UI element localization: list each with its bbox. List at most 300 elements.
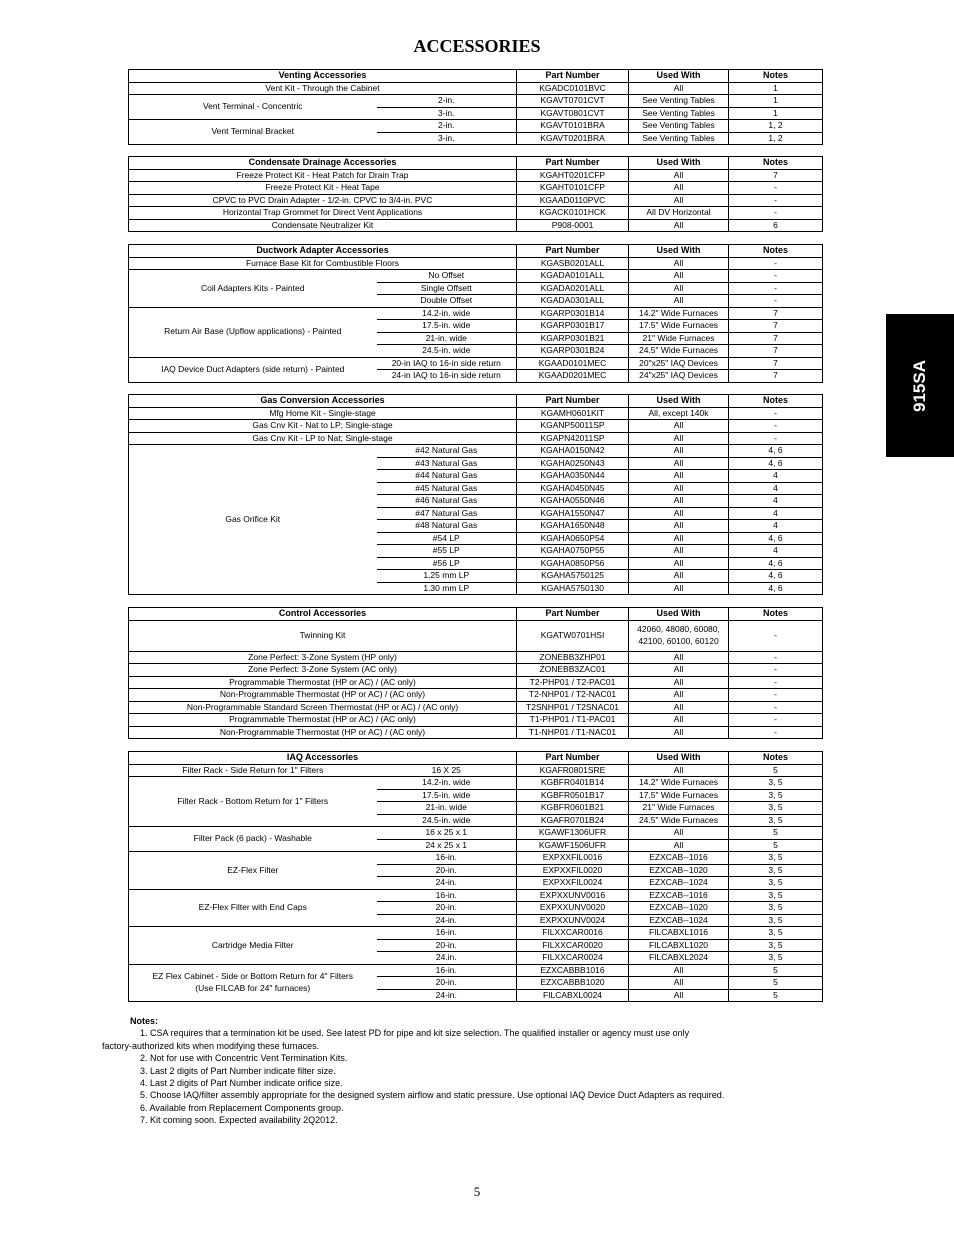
item-desc: Zone Perfect: 3-Zone System (AC only) [129, 664, 517, 677]
item-desc: Mfg Home Kit - Single-stage [129, 407, 517, 420]
used-with: All [629, 557, 729, 570]
notes-ref: 3, 5 [729, 802, 823, 815]
used-with: 21" Wide Furnaces [629, 332, 729, 345]
item-variant: 14.2-in. wide [377, 777, 517, 790]
page-title: ACCESSORIES [413, 36, 541, 56]
part-number: EZXCABBB1016 [517, 964, 629, 977]
part-number: KGAHT0201CFP [517, 169, 629, 182]
note-item: 5. Choose IAQ/filter assembly appropriate for the designed system airflow and static pressure. Use optional IAQ Device Duct Adapters as required. [140, 1090, 725, 1101]
item-desc: Freeze Protect Kit - Heat Tape [129, 182, 517, 195]
notes-ref: 3, 5 [729, 939, 823, 952]
table-row [129, 689, 823, 702]
used-with: EZXCAB--1016 [629, 889, 729, 902]
used-with: FILCABXL2024 [629, 952, 729, 965]
item-variant: 21-in. wide [377, 802, 517, 815]
notes-ref: 4, 6 [729, 582, 823, 595]
col-header-used: Used With [629, 245, 729, 258]
notes-ref: 3, 5 [729, 864, 823, 877]
used-with: See Venting Tables [629, 107, 729, 120]
item-desc: Vent Terminal - Concentric [129, 95, 377, 120]
part-number: KGANP50011SP [517, 420, 629, 433]
table-row [129, 207, 823, 220]
used-with: All [629, 457, 729, 470]
item-desc: Horizontal Trap Grommet for Direct Vent Applications [129, 207, 517, 220]
item-variant: #42 Natural Gas [377, 445, 517, 458]
col-header-notes: Notes [729, 157, 823, 170]
part-number: KGATW0701HSI [517, 620, 629, 651]
part-number: KGAHA0650P54 [517, 532, 629, 545]
used-with: EZXCAB--1024 [629, 914, 729, 927]
part-number: KGAAD0201MEC [517, 370, 629, 383]
part-number: KGACK0101HCK [517, 207, 629, 220]
table-header-row [129, 70, 823, 83]
used-with: All [629, 964, 729, 977]
part-number: EXPXXFIL0024 [517, 877, 629, 890]
col-header-notes: Notes [729, 70, 823, 83]
notes-ref: - [729, 207, 823, 220]
notes-ref: 6 [729, 219, 823, 232]
notes-ref: 7 [729, 169, 823, 182]
item-variant: 16-in. [377, 927, 517, 940]
part-number: KGAHA1650N48 [517, 520, 629, 533]
table-header-row [129, 157, 823, 170]
item-variant: Single Offsett [377, 282, 517, 295]
used-with: See Venting Tables [629, 132, 729, 145]
table-row [129, 827, 823, 840]
notes-ref: - [729, 407, 823, 420]
condensate-table [128, 156, 823, 232]
item-desc: Cartridge Media Filter [129, 927, 377, 965]
part-number: EXPXXFIL0016 [517, 852, 629, 865]
item-variant: #46 Natural Gas [377, 495, 517, 508]
part-number: KGAVT0701CVT [517, 95, 629, 108]
item-desc: Vent Terminal Bracket [129, 120, 377, 145]
item-variant: #55 LP [377, 545, 517, 558]
table-row [129, 651, 823, 664]
item-variant: #56 LP [377, 557, 517, 570]
part-number: KGAFR0701B24 [517, 814, 629, 827]
notes-ref: 1 [729, 95, 823, 108]
used-with: All [629, 827, 729, 840]
item-desc: Programmable Thermostat (HP or AC) / (AC only) [129, 676, 517, 689]
table-row [129, 307, 823, 320]
iaq-table [128, 751, 823, 1002]
notes-ref: 5 [729, 764, 823, 777]
item-desc: Filter Pack (6 pack) - Washable [129, 827, 377, 852]
notes-ref: - [729, 676, 823, 689]
notes-ref: - [729, 194, 823, 207]
item-variant: #43 Natural Gas [377, 457, 517, 470]
used-with: All [629, 714, 729, 727]
item-variant: 2-in. [377, 95, 517, 108]
item-desc [129, 964, 377, 1002]
item-desc: Gas Orifice Kit [129, 445, 377, 595]
notes-heading: Notes: [130, 1016, 159, 1026]
notes-ref: 5 [729, 827, 823, 840]
notes-ref: 5 [729, 839, 823, 852]
notes-ref: - [729, 726, 823, 739]
item-variant: #44 Natural Gas [377, 470, 517, 483]
notes-ref: 3, 5 [729, 814, 823, 827]
item-variant: 3-in. [377, 132, 517, 145]
item-variant: 16-in. [377, 852, 517, 865]
notes-ref: 4 [729, 495, 823, 508]
note-item: 2. Not for use with Concentric Vent Termination Kits. [140, 1053, 348, 1064]
used-with: All [629, 482, 729, 495]
notes-ref: 3, 5 [729, 927, 823, 940]
used-with: All [629, 664, 729, 677]
notes-ref: 3, 5 [729, 789, 823, 802]
part-number: KGAMH0601KIT [517, 407, 629, 420]
item-desc: Non-Programmable Thermostat (HP or AC) / (AC only) [129, 726, 517, 739]
table-row [129, 219, 823, 232]
item-desc: Return Air Base (Upflow applications) - Painted [129, 307, 377, 357]
part-number: T1-NHP01 / T1-NAC01 [517, 726, 629, 739]
used-with: 21" Wide Furnaces [629, 802, 729, 815]
notes-ref: 3, 5 [729, 777, 823, 790]
side-tab [886, 314, 954, 457]
side-tab-label: 915SA [910, 359, 929, 412]
item-desc: Coil Adapters Kits - Painted [129, 270, 377, 308]
part-number: KGBFR0401B14 [517, 777, 629, 790]
part-number: KGAAD0110PVC [517, 194, 629, 207]
table-row [129, 764, 823, 777]
used-with: 24.5" Wide Furnaces [629, 814, 729, 827]
used-with: All [629, 194, 729, 207]
used-with: 14.2" Wide Furnaces [629, 307, 729, 320]
used-with: All [629, 257, 729, 270]
used-with: All [629, 282, 729, 295]
used-with: All, except 140k [629, 407, 729, 420]
table-row [129, 620, 823, 651]
ductwork-table [128, 244, 823, 383]
item-variant: 24.in. [377, 952, 517, 965]
used-with: EZXCAB--1020 [629, 902, 729, 915]
notes-ref: 4, 6 [729, 457, 823, 470]
table-row [129, 194, 823, 207]
used-with: EZXCAB--1020 [629, 864, 729, 877]
item-variant: 24-in. [377, 877, 517, 890]
notes-ref: 3, 5 [729, 952, 823, 965]
table-row [129, 95, 823, 108]
table-row [129, 182, 823, 195]
item-variant: 24-in. [377, 914, 517, 927]
page-number: 5 [473, 1184, 481, 1199]
notes-ref: 4 [729, 507, 823, 520]
item-variant: #45 Natural Gas [377, 482, 517, 495]
item-variant: 24-in IAQ to 16-in side return [377, 370, 517, 383]
item-desc: IAQ Device Duct Adapters (side return) - Painted [129, 357, 377, 382]
used-with: 20"x25" IAQ Devices [629, 357, 729, 370]
used-with: FILCABXL1016 [629, 927, 729, 940]
notes-ref: 1 [729, 82, 823, 95]
item-variant: 1.30 mm LP [377, 582, 517, 595]
notes-ref: 4 [729, 545, 823, 558]
item-desc: Filter Rack - Bottom Return for 1" Filters [129, 777, 377, 827]
table-row [129, 714, 823, 727]
part-number: KGBFR0501B17 [517, 789, 629, 802]
used-with-line: 42100, 60100, 60120 [638, 635, 719, 646]
table-row [129, 964, 823, 977]
item-variant: 24-in. [377, 989, 517, 1002]
notes-ref: - [729, 432, 823, 445]
used-with: All [629, 520, 729, 533]
item-desc: Freeze Protect Kit - Heat Patch for Drain Trap [129, 169, 517, 182]
used-with: 24.5" Wide Furnaces [629, 345, 729, 358]
venting-table [128, 69, 823, 145]
item-variant: 16-in. [377, 964, 517, 977]
notes-ref: 4 [729, 520, 823, 533]
notes-ref: 5 [729, 977, 823, 990]
notes-ref: 3, 5 [729, 852, 823, 865]
notes-section [102, 1015, 830, 1127]
item-desc: Vent Kit - Through the Cabinet [129, 82, 517, 95]
part-number: KGAVT0101BRA [517, 120, 629, 133]
notes-ref: 5 [729, 989, 823, 1002]
item-variant: 20-in. [377, 902, 517, 915]
col-header-notes: Notes [729, 245, 823, 258]
item-desc: Gas Cnv Kit - Nat to LP; Single-stage [129, 420, 517, 433]
note-item: 4. Last 2 digits of Part Number indicate orifice size. [140, 1078, 343, 1089]
item-desc: CPVC to PVC Drain Adapter - 1/2-in. CPVC to 3/4-in. PVC [129, 194, 517, 207]
part-number: KGAHA1550N47 [517, 507, 629, 520]
item-desc-line: EZ Flex Cabinet - Side or Bottom Return for 4" Filters [152, 971, 353, 982]
part-number: T2-NHP01 / T2-NAC01 [517, 689, 629, 702]
part-number: EXPXXFIL0020 [517, 864, 629, 877]
item-variant: 24.5-in. wide [377, 345, 517, 358]
notes-ref: 1, 2 [729, 132, 823, 145]
table-row [129, 889, 823, 902]
notes-ref: 4, 6 [729, 532, 823, 545]
notes-ref: 3, 5 [729, 914, 823, 927]
notes-ref: 1 [729, 107, 823, 120]
notes-ref: 1, 2 [729, 120, 823, 133]
part-number: T1-PHP01 / T1-PAC01 [517, 714, 629, 727]
used-with: All [629, 651, 729, 664]
item-variant: #47 Natural Gas [377, 507, 517, 520]
part-number: KGAHA5750125 [517, 570, 629, 583]
used-with: All [629, 295, 729, 308]
col-header-used: Used With [629, 157, 729, 170]
section-title: Ductwork Adapter Accessories [129, 245, 517, 258]
item-variant: 16 X 25 [377, 764, 517, 777]
part-number: KGADA0201ALL [517, 282, 629, 295]
part-number: ZONEBB3ZHP01 [517, 651, 629, 664]
used-with: All [629, 169, 729, 182]
part-number: KGARP0301B17 [517, 320, 629, 333]
item-variant: #54 LP [377, 532, 517, 545]
part-number: KGAPN42011SP [517, 432, 629, 445]
notes-ref: - [729, 689, 823, 702]
item-desc: Gas Cnv Kit - LP to Nat; Single-stage [129, 432, 517, 445]
col-header-notes: Notes [729, 395, 823, 408]
notes-ref: - [729, 282, 823, 295]
table-row [129, 432, 823, 445]
col-header-part: Part Number [517, 157, 629, 170]
used-with: All [629, 532, 729, 545]
notes-ref: 4 [729, 470, 823, 483]
note-item: factory-authorized kits when modifying these furnaces. [102, 1040, 320, 1051]
notes-ref: 7 [729, 307, 823, 320]
notes-ref: - [729, 420, 823, 433]
part-number: KGARP0301B21 [517, 332, 629, 345]
table-row [129, 664, 823, 677]
used-with: 17.5" Wide Furnaces [629, 789, 729, 802]
item-variant: 21-in. wide [377, 332, 517, 345]
item-desc: EZ-Flex Filter [129, 852, 377, 890]
table-row [129, 777, 823, 790]
part-number: ZONEBB3ZAC01 [517, 664, 629, 677]
notes-ref: 3, 5 [729, 902, 823, 915]
used-with: See Venting Tables [629, 95, 729, 108]
notes-ref: - [729, 270, 823, 283]
part-number: FILXXCAR0024 [517, 952, 629, 965]
section-title: Gas Conversion Accessories [129, 395, 517, 408]
part-number: KGARP0301B14 [517, 307, 629, 320]
table-row [129, 407, 823, 420]
part-number: KGAHA0750P55 [517, 545, 629, 558]
item-variant: 2-in. [377, 120, 517, 133]
notes-ref: 4, 6 [729, 445, 823, 458]
part-number: FILCABXL0024 [517, 989, 629, 1002]
used-with: 14.2" Wide Furnaces [629, 777, 729, 790]
item-desc: Non-Programmable Standard Screen Thermostat (HP or AC) / (AC only) [129, 701, 517, 714]
table-row [129, 420, 823, 433]
part-number: KGAHA0150N42 [517, 445, 629, 458]
notes-ref: 4, 6 [729, 570, 823, 583]
item-desc-line: (Use FILCAB for 24" furnaces) [195, 982, 311, 993]
part-number: KGAWF1306UFR [517, 827, 629, 840]
notes-ref: - [729, 664, 823, 677]
item-desc: Non-Programmable Thermostat (HP or AC) / (AC only) [129, 689, 517, 702]
col-header-part: Part Number [517, 70, 629, 83]
col-header-notes: Notes [729, 608, 823, 621]
notes-ref: - [729, 257, 823, 270]
part-number: KGADA0101ALL [517, 270, 629, 283]
used-with-line: 42060, 48080, 60080, [637, 624, 720, 634]
item-variant: #48 Natural Gas [377, 520, 517, 533]
item-desc: Condensate Neutralizer Kit [129, 219, 517, 232]
note-item: 3. Last 2 digits of Part Number indicate filter size. [140, 1065, 336, 1076]
used-with: All [629, 570, 729, 583]
part-number: T2-PHP01 / T2-PAC01 [517, 676, 629, 689]
col-header-used: Used With [629, 70, 729, 83]
part-number: KGADC0101BVC [517, 82, 629, 95]
item-variant: 16-in. [377, 889, 517, 902]
used-with: All [629, 495, 729, 508]
col-header-part: Part Number [517, 608, 629, 621]
part-number: EXPXXUNV0016 [517, 889, 629, 902]
used-with: EZXCAB--1024 [629, 877, 729, 890]
col-header-part: Part Number [517, 245, 629, 258]
part-number: KGADA0301ALL [517, 295, 629, 308]
used-with: All [629, 270, 729, 283]
note-item: 7. Kit coming soon. Expected availability 2Q2012. [140, 1115, 338, 1126]
item-desc: EZ-Flex Filter with End Caps [129, 889, 377, 927]
used-with: All [629, 764, 729, 777]
part-number: KGAHA0850P56 [517, 557, 629, 570]
item-variant: 17.5-in. wide [377, 789, 517, 802]
section-title: Venting Accessories [129, 70, 517, 83]
part-number: EZXCABBB1020 [517, 977, 629, 990]
table-row [129, 82, 823, 95]
used-with: All [629, 676, 729, 689]
item-desc: Furnace Base Kit for Combustible Floors [129, 257, 517, 270]
table-row [129, 676, 823, 689]
item-variant: 24 x 25 x 1 [377, 839, 517, 852]
notes-ref: - [729, 714, 823, 727]
used-with: See Venting Tables [629, 120, 729, 133]
note-item: 6. Available from Replacement Components group. [140, 1102, 344, 1113]
used-with: FILCABXL1020 [629, 939, 729, 952]
part-number: KGAVT0801CVT [517, 107, 629, 120]
section-title: IAQ Accessories [129, 752, 517, 765]
part-number: KGAFR0801SRE [517, 764, 629, 777]
table-row [129, 701, 823, 714]
col-header-used: Used With [629, 752, 729, 765]
part-number: KGBFR0601B21 [517, 802, 629, 815]
notes-ref: 7 [729, 332, 823, 345]
table-row [129, 445, 823, 458]
notes-ref: 4, 6 [729, 557, 823, 570]
table-row [129, 120, 823, 133]
part-number: KGAHA0350N44 [517, 470, 629, 483]
notes-ref: 4 [729, 482, 823, 495]
used-with: 24"x25" IAQ Devices [629, 370, 729, 383]
part-number: KGAHA0250N43 [517, 457, 629, 470]
used-with: All DV Horizontal [629, 207, 729, 220]
item-variant: Double Offset [377, 295, 517, 308]
table-header-row [129, 395, 823, 408]
table-row [129, 927, 823, 940]
part-number: P908-0001 [517, 219, 629, 232]
used-with: All [629, 726, 729, 739]
notes-ref: 7 [729, 357, 823, 370]
notes-ref: - [729, 620, 823, 651]
used-with: All [629, 839, 729, 852]
used-with: All [629, 432, 729, 445]
item-desc: Programmable Thermostat (HP or AC) / (AC only) [129, 714, 517, 727]
col-header-part: Part Number [517, 395, 629, 408]
table-row [129, 726, 823, 739]
used-with: All [629, 582, 729, 595]
used-with: All [629, 420, 729, 433]
part-number: KGAHA0550N46 [517, 495, 629, 508]
item-variant: 20-in IAQ to 16-in side return [377, 357, 517, 370]
used-with: All [629, 182, 729, 195]
item-variant: 3-in. [377, 107, 517, 120]
part-number: KGAHA5750130 [517, 582, 629, 595]
used-with: 17.5" Wide Furnaces [629, 320, 729, 333]
notes-ref: 5 [729, 964, 823, 977]
part-number: KGAAD0101MEC [517, 357, 629, 370]
section-title: Condensate Drainage Accessories [129, 157, 517, 170]
used-with: All [629, 470, 729, 483]
item-variant: 20-in. [377, 977, 517, 990]
used-with: All [629, 545, 729, 558]
item-variant: No Offset [377, 270, 517, 283]
col-header-part: Part Number [517, 752, 629, 765]
table-header-row [129, 245, 823, 258]
item-variant: 16 x 25 x 1 [377, 827, 517, 840]
notes-ref: 7 [729, 345, 823, 358]
notes-ref: - [729, 295, 823, 308]
notes-ref: 7 [729, 370, 823, 383]
item-desc: Filter Rack - Side Return for 1" Filters [129, 764, 377, 777]
used-with: All [629, 701, 729, 714]
col-header-notes: Notes [729, 752, 823, 765]
col-header-used: Used With [629, 608, 729, 621]
